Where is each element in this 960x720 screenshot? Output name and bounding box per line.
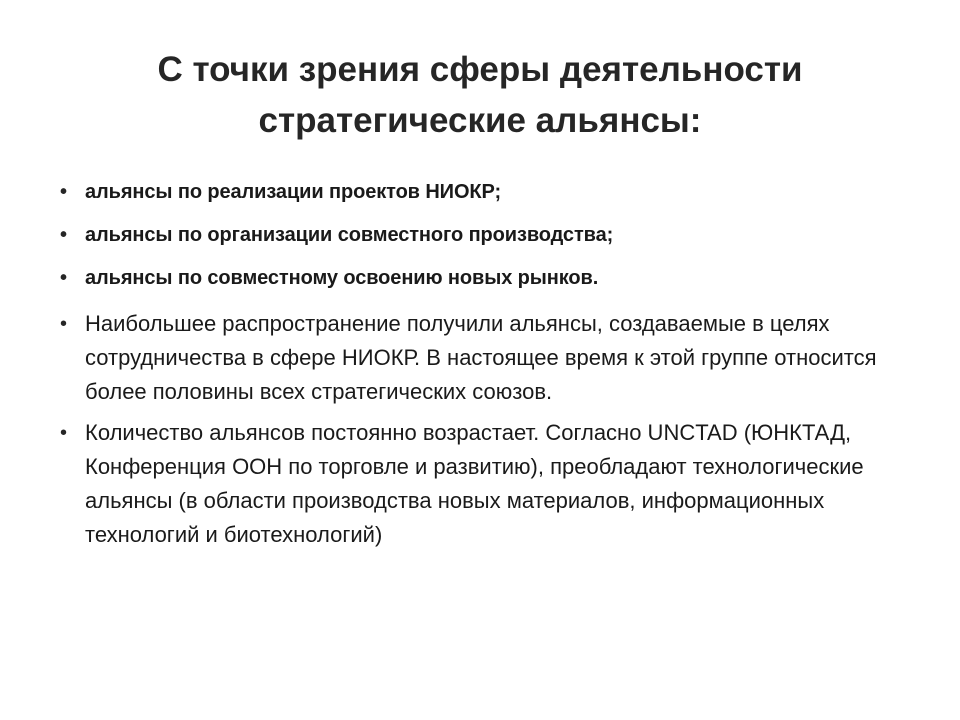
slide-title [80,44,880,146]
bullet-item-market-alliances [60,264,910,292]
bullet-item-unctad-growth [60,416,910,552]
bullet-item-rnd-prevalence [60,307,910,409]
bullet-text: альянсы по организации совместного производства; [85,224,614,246]
slide-title-line-2: стратегические альянсы: [258,101,702,140]
bullet-text: Наибольшее распространение получили альянсы, создаваемые в целях сотрудничества в сфере НИОКР. В настоящее время к этой группе относится более половины всех стратегических союзов. [85,311,877,404]
bullet-item-production-alliances [60,221,910,249]
bullet-text: альянсы по совместному освоению новых рынков. [85,267,599,289]
bullet-text: альянсы по реализации проектов НИОКР; [85,181,502,203]
bullet-text: Количество альянсов постоянно возрастает. Согласно UNCTAD (ЮНКТАД, Конференция ООН по торговле и развитию), преобладают технологические альянсы (в области производства новых материалов, информационных технологий и биотехнологий) [85,420,864,547]
bullet-dot-icon: • [60,267,67,289]
slide-title-line-1: С точки зрения сферы деятельности [157,50,803,89]
bullet-dot-icon: • [60,181,67,203]
bullet-list [60,178,910,559]
bullet-dot-icon: • [60,422,68,444]
bullet-dot-icon: • [60,224,67,246]
bullet-item-rnd-alliances [60,178,910,206]
bullet-dot-icon: • [60,313,68,335]
